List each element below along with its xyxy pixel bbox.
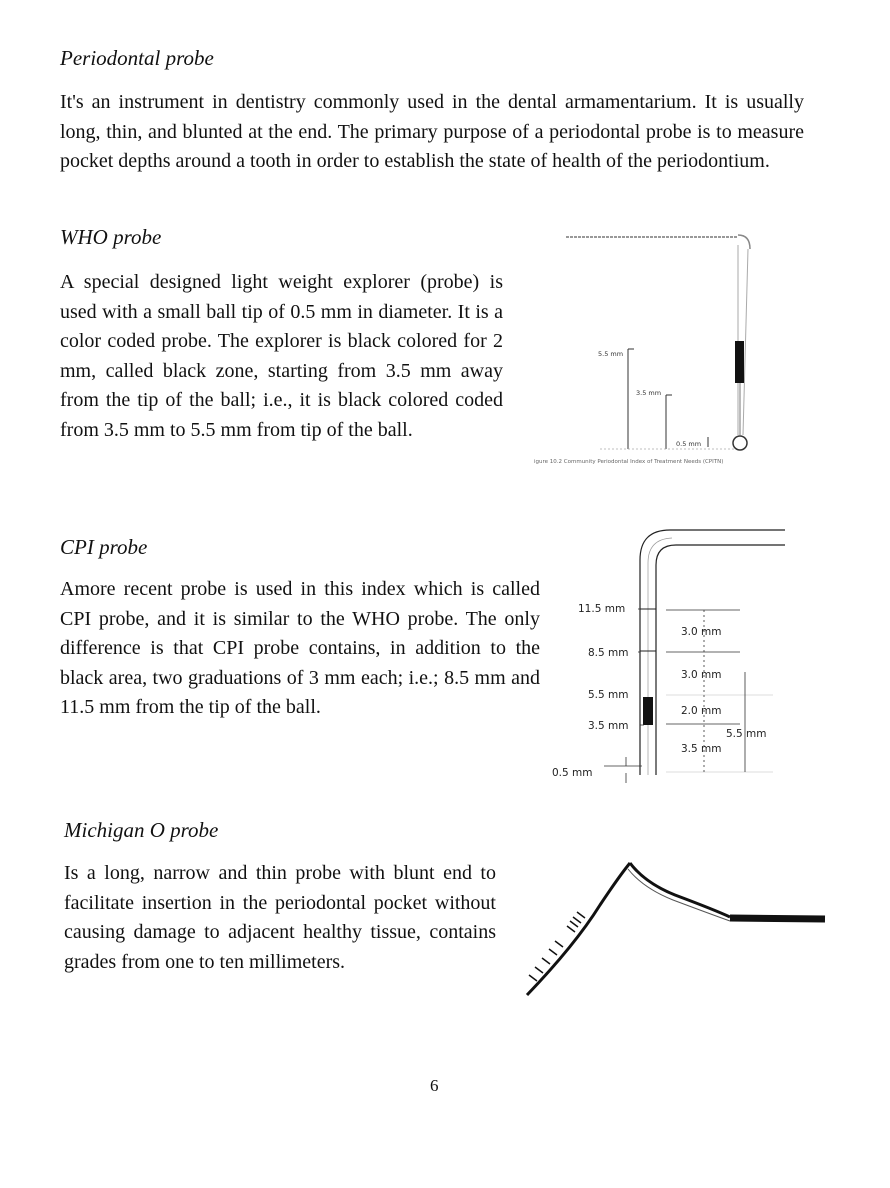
who-figure-caption: igure 10.2 Community Periodontal Index of Treatment Needs (CPITN) (534, 459, 724, 465)
cpi-interval-3-0mm-upper: 3.0 mm (681, 626, 722, 638)
who-black-zone (735, 341, 744, 383)
who-label-05mm: 0.5 mm (676, 440, 702, 448)
paragraph-michigan-o-probe: Is a long, narrow and thin probe with blunt end to facilitate insertion in the periodontal pocket without causing damage to adjacent healthy tissue, contains grades from one to ten millimeters. (64, 862, 496, 973)
cpi-label-8-5mm: 8.5 mm (588, 647, 629, 659)
heading-periodontal-probe: Periodontal probe (60, 46, 214, 70)
michigan-probe-figure (515, 845, 830, 1000)
page-number: 6 (430, 1076, 439, 1095)
cpi-interval-5-5mm: 5.5 mm (726, 728, 767, 740)
cpi-label-11-5mm: 11.5 mm (578, 603, 626, 615)
heading-cpi-probe: CPI probe (60, 535, 148, 559)
cpi-label-5-5mm: 5.5 mm (588, 689, 629, 701)
cpi-probe-figure (548, 525, 790, 795)
heading-michigan-o-probe: Michigan O probe (64, 818, 219, 842)
cpi-black-zone (643, 697, 653, 725)
heading-who-probe: WHO probe (60, 225, 162, 249)
who-label-35mm: 3.5 mm (636, 389, 662, 397)
paragraph-who-probe: A special designed light weight explorer (probe) is used with a small ball tip of 0.5 mm in diameter. It is a color coded probe. The explorer is black colored for 2 mm, called black zone, starting from 3.5 mm away from the tip of the ball; i.e., it is black colored coded from 3.5 mm to 5.5 mm from tip of the ball. (60, 271, 503, 441)
who-ball-tip (733, 436, 747, 450)
cpi-probe-diagram (548, 525, 790, 795)
who-label-55mm: 5.5 mm (598, 350, 624, 358)
who-probe-figure (530, 215, 790, 470)
cpi-interval-3-0mm-lower: 3.0 mm (681, 669, 722, 681)
who-probe-diagram (530, 215, 790, 470)
cpi-label-3-5mm: 3.5 mm (588, 720, 629, 732)
michigan-probe-diagram (515, 845, 830, 1000)
cpi-interval-2-0mm: 2.0 mm (681, 705, 722, 717)
paragraph-periodontal-probe: It's an instrument in dentistry commonly used in the dental armamentarium. It is usually long, thin, and blunted at the end. The primary purpose of a periodontal probe is to measure pocket depths around a tooth in order to establish the state of health of the periodontium. (60, 91, 804, 172)
cpi-label-0-5mm: 0.5 mm (552, 767, 593, 779)
paragraph-cpi-probe: Amore recent probe is used in this index which is called CPI probe, and it is similar to the WHO probe. The only difference is that CPI probe contains, in addition to the black area, two graduations of 3 mm each; i.e.; 8.5 mm and 11.5 mm from the tip of the ball. (60, 578, 540, 718)
cpi-interval-3-5mm: 3.5 mm (681, 743, 722, 755)
